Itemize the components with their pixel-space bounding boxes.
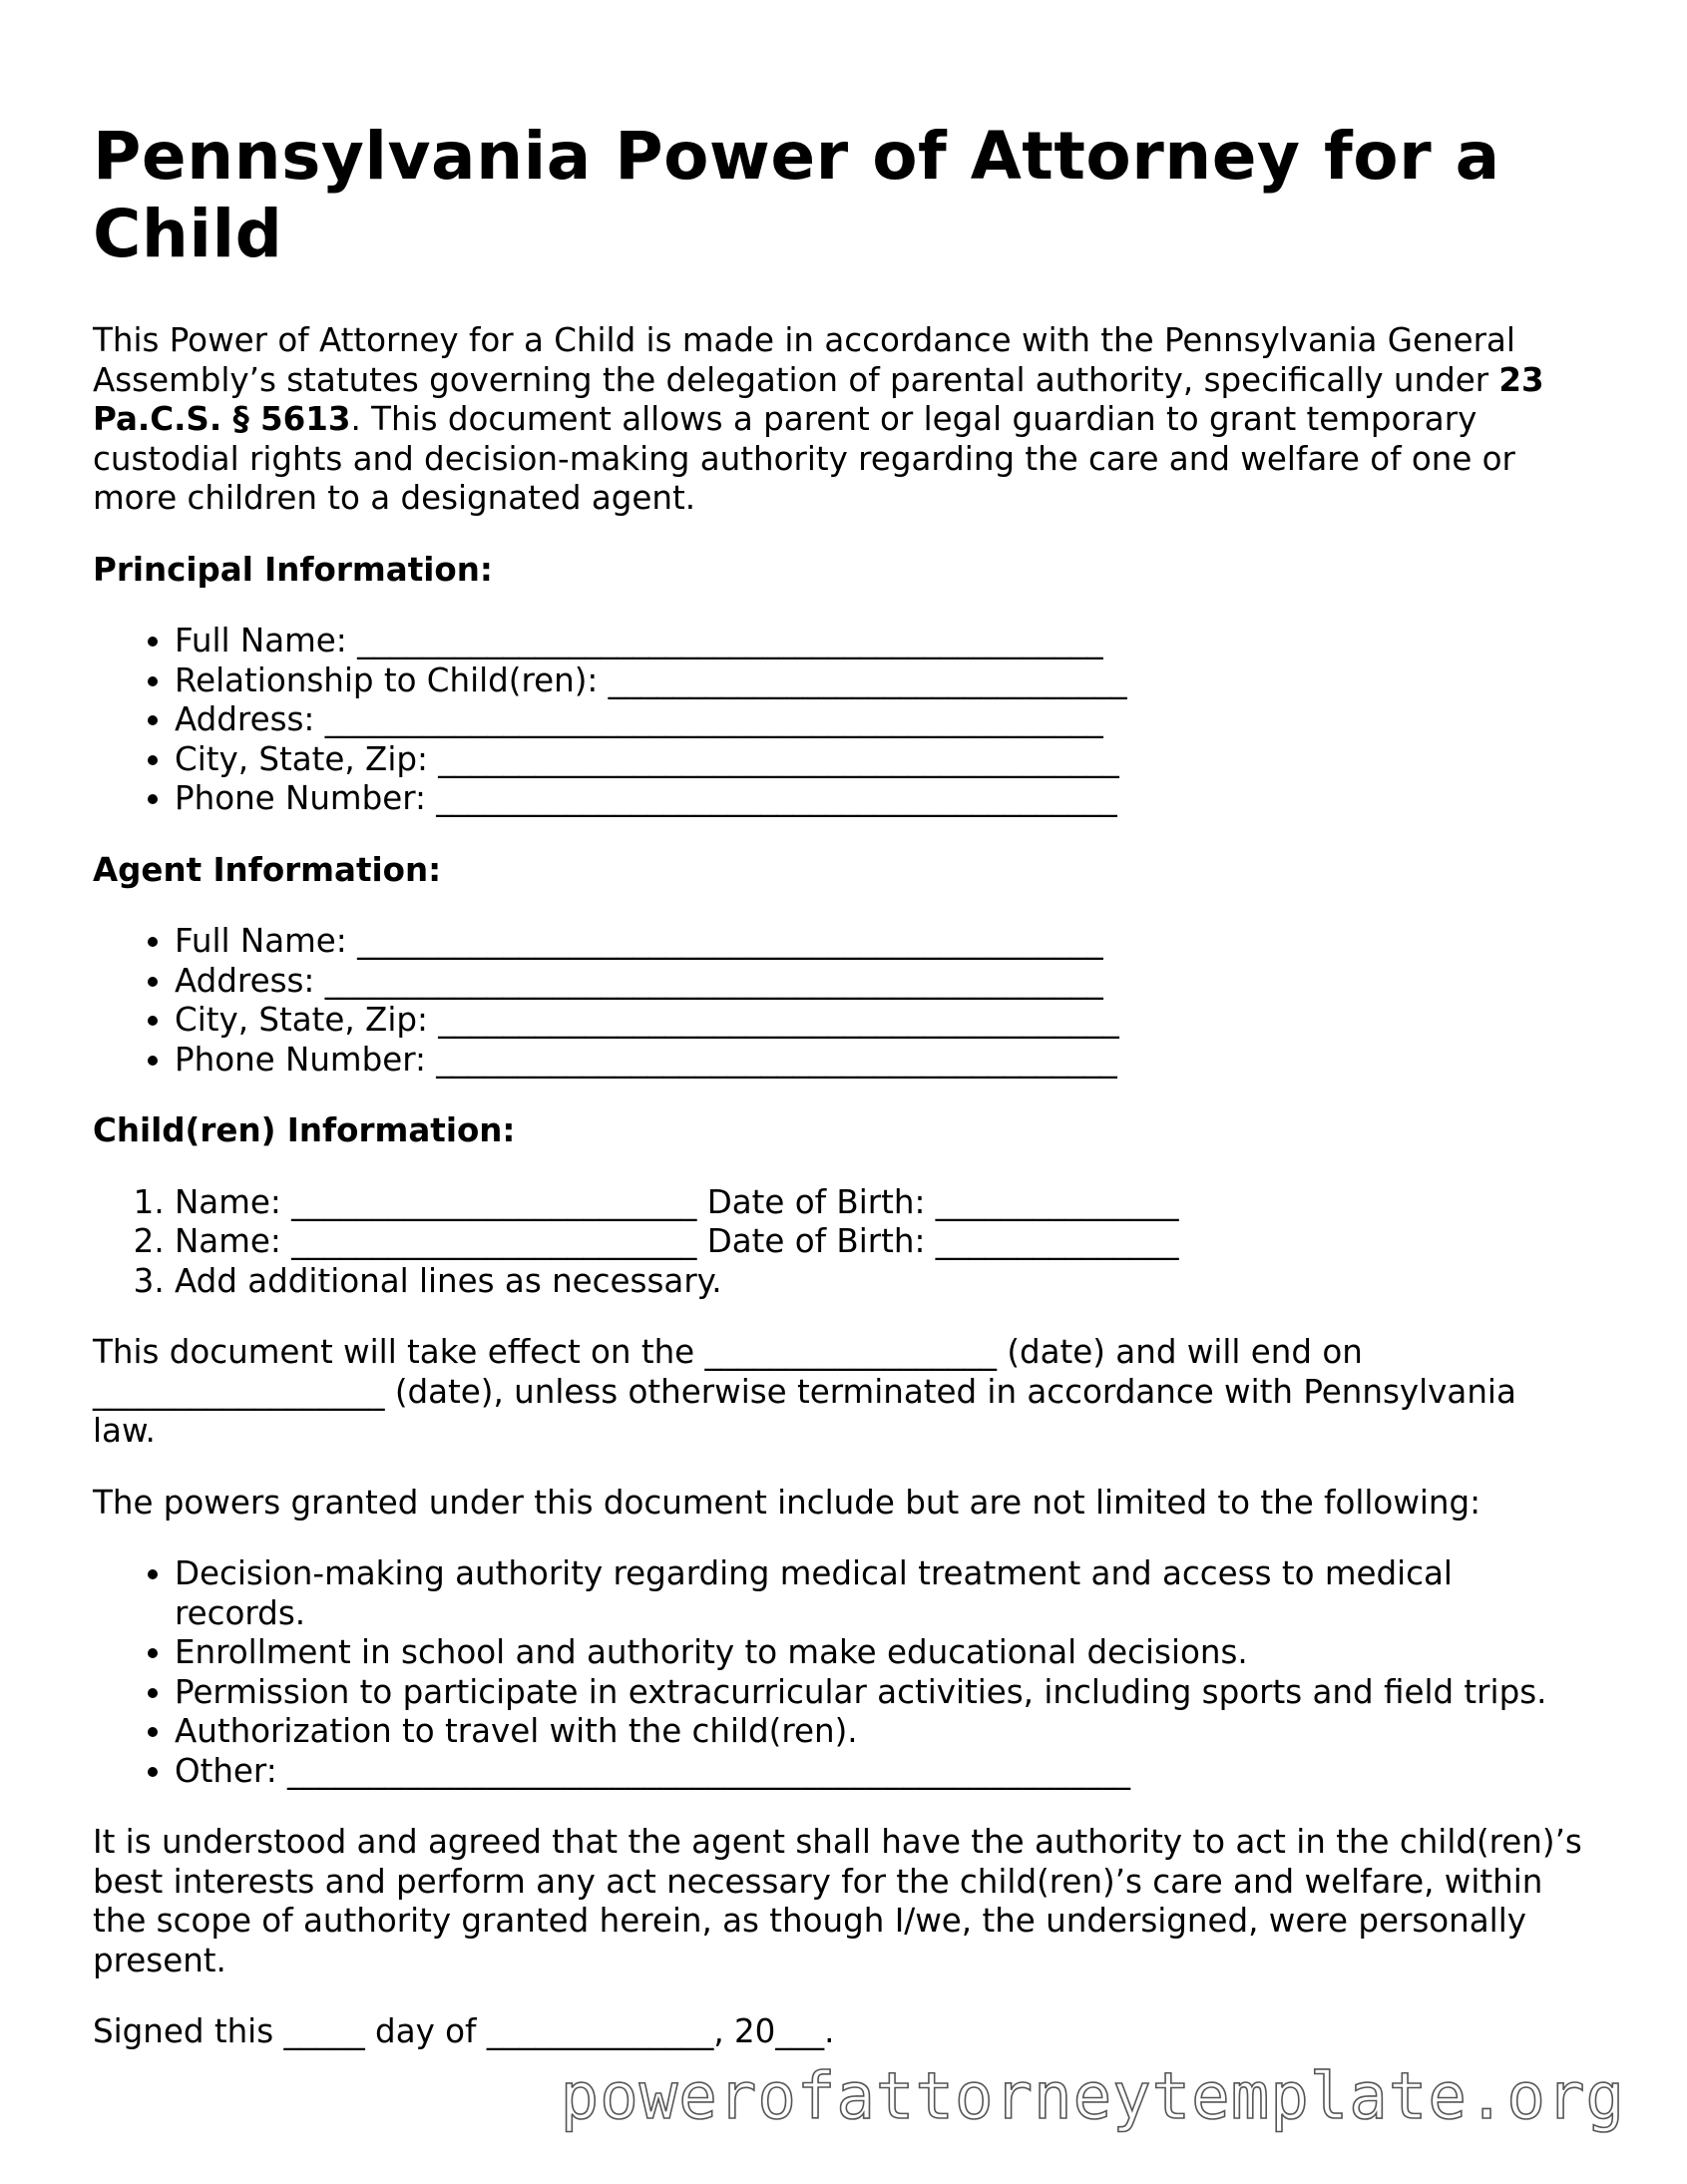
principal-phone-field: • Phone Number: __________________________________________ [175, 779, 1589, 819]
power-extracurricular: • Permission to participate in extracurricular activities, including sports and field trips. [175, 1673, 1589, 1713]
effective-dates-paragraph: This document will take effect on the __________________ (date) and will end on __________________ (date), unless otherwise terminated in accordance with Pennsylvania law. [93, 1333, 1516, 1450]
agent-city-state-zip-field: • City, State, Zip: __________________________________________ [175, 1001, 1589, 1041]
principal-relationship-field: • Relationship to Child(ren): ________________________________ [175, 661, 1589, 701]
agent-list [93, 922, 1589, 1080]
agent-phone-field: • Phone Number: __________________________________________ [175, 1041, 1589, 1081]
principal-heading: Principal Information: [93, 550, 493, 589]
power-medical: • Decision-making authority regarding medical treatment and access to medical records. [175, 1554, 1589, 1633]
power-other-field: • Other: ____________________________________________________ [175, 1752, 1589, 1792]
intro-text-end: . This document allows a parent or legal guardian to grant temporary custodial rights and decision-making authority regarding the care and welfare of one or more children to a designated agent. [93, 400, 1515, 517]
page-title: Pennsylvania Power of Attorney for a Child [93, 118, 1500, 272]
site-watermark: powerofattorneytemplate.org [560, 2060, 1625, 2134]
document-page [93, 118, 1589, 2084]
children-list [93, 1183, 1589, 1302]
principal-city-state-zip-field: • City, State, Zip: __________________________________________ [175, 740, 1589, 780]
principal-address-field: • Address: ________________________________________________ [175, 700, 1589, 740]
powers-list [93, 1554, 1589, 1791]
agent-full-name-field: • Full Name: ______________________________________________ [175, 922, 1589, 962]
additional-lines-note: 3. Add additional lines as necessary. [175, 1262, 1589, 1302]
child-2-field: 2. Name: _________________________ Date of Birth: _______________ [175, 1222, 1589, 1262]
agreement-paragraph: It is understood and agreed that the agent shall have the authority to act in the child(ren)’s best interests and perform any act necessary for the child(ren)’s care and welfare, within the scope of authority granted herein, as though I/we, the undersigned, were personally present. [93, 1823, 1582, 1979]
agent-address-field: • Address: ________________________________________________ [175, 962, 1589, 1002]
agent-heading: Agent Information: [93, 850, 442, 889]
power-education: • Enrollment in school and authority to make educational decisions. [175, 1633, 1589, 1673]
intro-paragraph [93, 321, 1589, 519]
powers-intro: The powers granted under this document include but are not limited to the following: [93, 1483, 1481, 1522]
intro-text-start: This Power of Attorney for a Child is made in accordance with the Pennsylvania General Assembly’s statutes governing the delegation of parental authority, specifically under [93, 321, 1515, 399]
child-1-field: 1. Name: _________________________ Date of Birth: _______________ [175, 1183, 1589, 1223]
principal-full-name-field: • Full Name: ______________________________________________ [175, 622, 1589, 661]
principal-list [93, 622, 1589, 819]
power-travel: • Authorization to travel with the child(ren). [175, 1712, 1589, 1752]
children-heading: Child(ren) Information: [93, 1111, 516, 1149]
signature-date-line: Signed this _____ day of ______________, 20___. [93, 2012, 835, 2050]
statute-citation: 23 Pa.C.S. § 5613 [93, 360, 1544, 438]
